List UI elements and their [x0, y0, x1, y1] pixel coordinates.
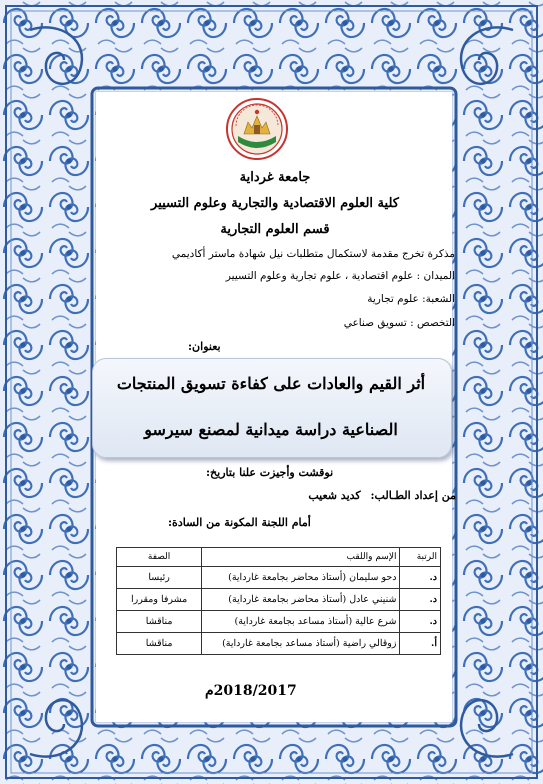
- row-role: مناقشا: [117, 633, 202, 655]
- row-rank: د.: [400, 611, 441, 633]
- field-line: الميدان : علوم اقتصادية ، علوم تجارية وعلوم التسيير: [225, 270, 455, 282]
- specialization-line: التخصص : تسويق صناعي: [343, 317, 455, 329]
- branch-line: الشعبة: علوم تجارية: [367, 293, 455, 305]
- committee-table: [116, 547, 441, 655]
- row-name: زوقالي راضية (أستاذ مساعد بجامعة غارداية): [202, 633, 400, 655]
- prepared-by-label: من إعداد الطـالب:: [370, 489, 456, 502]
- discussion-date-label: نوقشت وأجيزت علنا بتاريخ:: [206, 466, 334, 479]
- committee-header-row: [117, 548, 441, 567]
- thesis-title-line-1: أثر القيم والعادات على كفاءة تسويق المنتجات: [116, 374, 426, 393]
- row-role: مناقشا: [117, 611, 202, 633]
- university-name: جامعة غرداية: [239, 170, 311, 185]
- department-name: قسم العلوم التجارية: [220, 222, 330, 237]
- row-rank: أ.: [400, 633, 441, 655]
- prepared-by: [246, 489, 456, 502]
- table-row: [117, 633, 441, 655]
- row-name: دحو سليمان (أستاذ محاضر بجامعة غارداية): [202, 567, 400, 589]
- university-seal-icon: [226, 98, 288, 160]
- header-role: الصفة: [117, 548, 202, 567]
- table-row: [117, 589, 441, 611]
- faculty-name: كلية العلوم الاقتصادية والتجارية وعلوم التسيير: [151, 196, 399, 211]
- header-rank: الرتبة: [400, 548, 441, 567]
- table-row: [117, 567, 441, 589]
- header-name: الإسم واللقب: [202, 548, 400, 567]
- student-name: كديد شعيب: [308, 489, 361, 502]
- row-rank: د.: [400, 567, 441, 589]
- title-box: [92, 358, 452, 458]
- academic-year: 2018/2017م: [205, 683, 297, 699]
- committee-label: أمام اللجنة المكونة من السادة:: [168, 516, 311, 529]
- row-rank: د.: [400, 589, 441, 611]
- title-label: بعنوان:: [188, 340, 221, 353]
- row-role: مشرفا ومقررا: [117, 589, 202, 611]
- thesis-note: مذكرة تخرج مقدمة لاستكمال متطلبات نيل شهادة ماستر أكاديمي: [171, 248, 455, 260]
- row-name: شرع عالية (أستاذ مساعد بجامعة غارداية): [202, 611, 400, 633]
- row-name: شنيني عادل (أستاذ محاضر بجامعة غارداية): [202, 589, 400, 611]
- row-role: رئيسا: [117, 567, 202, 589]
- table-row: [117, 611, 441, 633]
- thesis-title-line-2: الصناعية دراسة ميدانية لمصنع سيرسو: [144, 420, 398, 439]
